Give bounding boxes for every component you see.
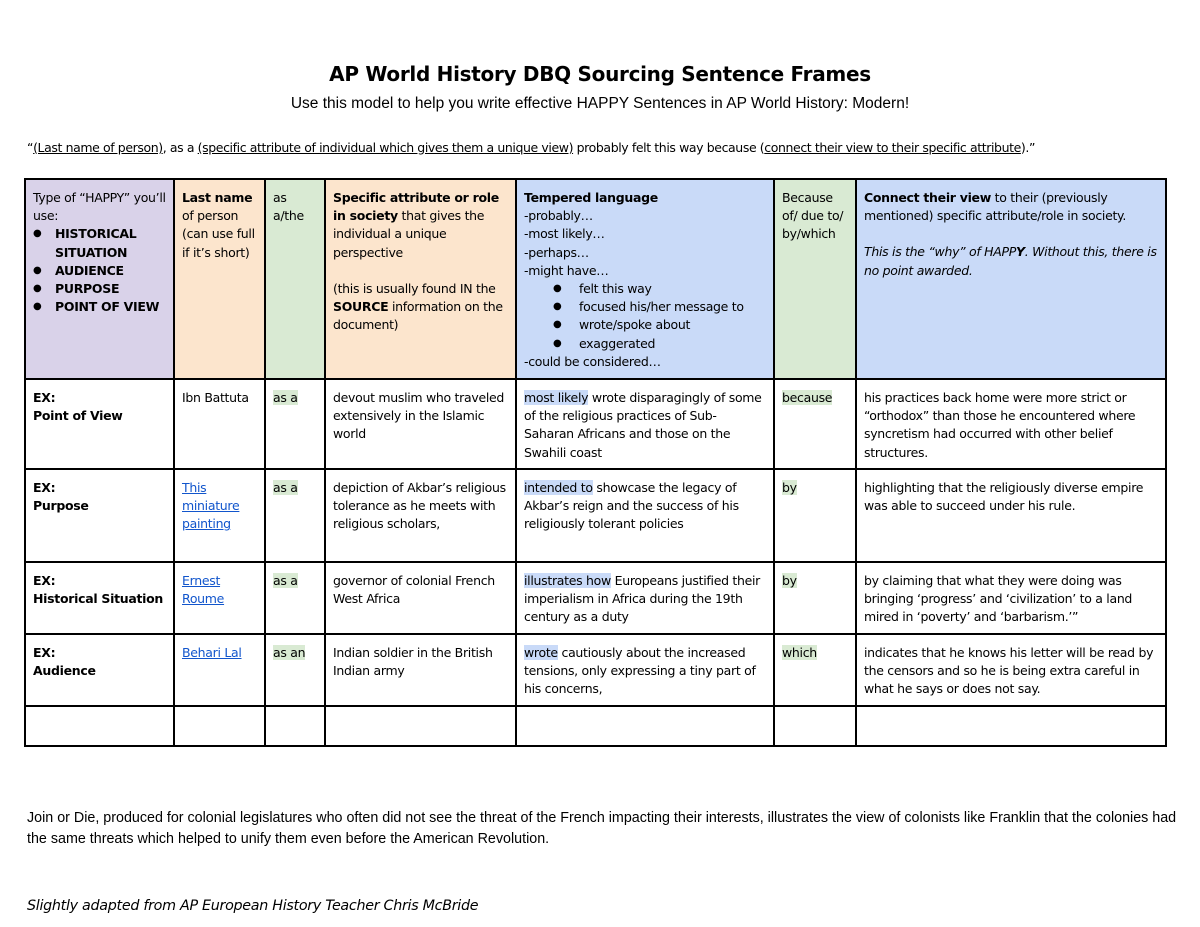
row-article [265, 634, 325, 706]
happy-letter: P [55, 299, 64, 315]
example-paragraph: Join or Die, produced for colonial legislatures who often did not see the threat of the French impacting their interests, illustrates the view of colonists like Franklin that the colonies had the same threats which helped to unify them even before the American Revolution. [27, 810, 1177, 847]
row-article [265, 379, 325, 469]
row-connector [774, 562, 856, 634]
table-row [25, 469, 1166, 562]
frame-text: ).” [1020, 140, 1036, 155]
row-attribute: governor of colonial French West Africa [325, 562, 516, 634]
row-attribute: depiction of Akbar’s religious tolerance as he meets with religious scholars, [325, 469, 516, 562]
header-tempered-title: Tempered language [524, 190, 658, 205]
row-name [174, 469, 265, 562]
list-item: ● focused his/her message to [579, 298, 766, 316]
row-connect: by claiming that what they were doing was bringing ‘progress’ and ‘civilization’ to a land mired in ‘poverty’ and ‘barbarism.’” [856, 562, 1166, 634]
row-article [265, 562, 325, 634]
row-connector-text: by [782, 480, 797, 495]
row-tempered-highlight: illustrates how [524, 573, 611, 588]
header-connect-bold: Connect their view [864, 190, 991, 205]
row-type [25, 562, 174, 634]
header-attribute-note-bold: SOURCE [333, 299, 389, 315]
row-name-link[interactable]: This miniature painting [182, 480, 240, 532]
empty-cell [325, 706, 516, 746]
happy-letter: P [55, 281, 64, 297]
header-attribute [325, 179, 516, 379]
row-connector [774, 634, 856, 706]
row-tempered-rest: showcase the legacy of Akbar’s reign and the success of his religiously tolerant policies [524, 480, 739, 532]
row-connect: his practices back home were more strict or “orthodox” than those he encountered where syncretism had occurred with other belief structures. [856, 379, 1166, 469]
header-attribute-bold: Specific attribute or role in society [333, 190, 499, 224]
list-item [55, 280, 166, 298]
header-connect-note [864, 243, 1158, 279]
table-row [25, 634, 1166, 706]
tempered-option: -might have… [524, 262, 609, 278]
frame-open-quote: “ [27, 140, 34, 155]
credit-line: Slightly adapted from AP European History Teacher Chris McBride [27, 898, 479, 914]
happy-letter: H [55, 226, 66, 242]
happy-word: ISTORICAL SITUATION [55, 226, 137, 260]
happy-type-list [33, 225, 166, 316]
row-attribute: Indian soldier in the British Indian army [325, 634, 516, 706]
header-attribute-note-b: information on the document) [333, 299, 503, 333]
row-type-ex: EX: [33, 573, 56, 588]
table-row [25, 379, 1166, 469]
row-type-name: Purpose [33, 498, 89, 514]
row-article-text: as a [273, 390, 298, 405]
happy-word: UDIENCE [64, 262, 124, 278]
frame-text: probably felt this way because ( [573, 140, 765, 155]
row-connector [774, 379, 856, 469]
header-tempered [516, 179, 774, 379]
row-tempered-rest: Europeans justified their imperialism in Africa during the 19th century as a duty [524, 573, 761, 625]
sentence-frame [27, 140, 1187, 155]
list-item: ● exaggerated [579, 335, 766, 353]
row-tempered-rest: cautiously about the increased tensions, only expressing a tiny part of his concerns, [524, 645, 756, 697]
row-connector-text: by [782, 573, 797, 588]
row-type-ex: EX: [33, 645, 56, 660]
row-name [174, 562, 265, 634]
row-tempered [516, 469, 774, 562]
row-tempered-highlight: most likely [524, 390, 589, 405]
header-connect-note-c: . Without this, there is no point awarded. [864, 244, 1157, 278]
list-item [55, 262, 166, 280]
header-last-name-rest: of person (can use full if it’s short) [182, 208, 255, 260]
empty-cell [174, 706, 265, 746]
row-name [174, 634, 265, 706]
row-attribute: devout muslim who traveled extensively in the Islamic world [325, 379, 516, 469]
row-type [25, 634, 174, 706]
header-connector: Because of/ due to/ by/which [774, 179, 856, 379]
page-title: AP World History DBQ Sourcing Sentence Frames [329, 62, 871, 86]
list-item: ● wrote/spoke about [579, 316, 766, 334]
row-connector-text: because [782, 390, 833, 405]
header-connect-rest: to their (previously mentioned) specific attribute/role in society. [864, 190, 1127, 224]
list-item [55, 225, 166, 261]
empty-cell [856, 706, 1166, 746]
row-tempered-highlight: intended to [524, 480, 593, 495]
frame-placeholder-name: (Last name of person) [33, 140, 163, 155]
row-connector-text: which [782, 645, 817, 660]
row-article-text: as a [273, 573, 298, 588]
row-name: Ibn Battuta [174, 379, 265, 469]
header-connect-note-bold: Y [1015, 244, 1025, 260]
empty-cell [265, 706, 325, 746]
happy-word: URPOSE [63, 281, 120, 297]
header-connect-note-a: This is the “why” of HAPP [864, 244, 1016, 260]
header-attribute-text [333, 189, 508, 262]
header-article: as a/the [265, 179, 325, 379]
row-name-link[interactable]: Behari Lal [182, 645, 242, 660]
header-last-name-bold: Last name [182, 190, 253, 205]
row-type-name: Point of View [33, 408, 123, 424]
table-row [25, 562, 1166, 634]
empty-cell [774, 706, 856, 746]
table-header-row [25, 179, 1166, 379]
row-connector [774, 469, 856, 562]
happy-table [24, 178, 1167, 747]
table-row-empty [25, 706, 1166, 746]
empty-cell [516, 706, 774, 746]
tempered-option: -perhaps… [524, 244, 589, 260]
row-tempered-highlight: wrote [524, 645, 558, 660]
row-name-link[interactable]: Ernest Roume [182, 573, 225, 607]
row-tempered-rest: wrote disparagingly of some of the religious practices of Sub-Saharan Africans and those on the Swahili coast [524, 390, 762, 460]
row-connect: indicates that he knows his letter will be read by the censors and so he is being extra careful in what he says or does not say. [856, 634, 1166, 706]
frame-placeholder-connect: connect their view to their specific attribute [764, 140, 1021, 155]
frame-placeholder-attribute: (specific attribute of individual which gives them a unique view) [197, 140, 574, 155]
row-type-ex: EX: [33, 390, 56, 405]
header-attribute-rest: that gives the individual a unique perspective [333, 208, 485, 260]
header-connect-text [864, 189, 1158, 225]
list-item: ● felt this way [579, 280, 766, 298]
header-last-name [174, 179, 265, 379]
row-type [25, 379, 174, 469]
frame-text: , as a [162, 140, 198, 155]
row-article-text: as a [273, 480, 298, 495]
tempered-option: -most likely… [524, 226, 605, 242]
row-type-name: Audience [33, 663, 96, 679]
header-connect-view [856, 179, 1166, 379]
page-subtitle: Use this model to help you write effective HAPPY Sentences in AP World History: Modern! [290, 95, 910, 112]
row-tempered [516, 634, 774, 706]
row-tempered [516, 562, 774, 634]
list-item [55, 298, 166, 316]
row-article-text: as an [273, 645, 306, 660]
row-type-name: Historical Situation [33, 591, 164, 607]
tempered-option: -probably… [524, 208, 593, 224]
tempered-verb-list [524, 280, 766, 353]
header-happy-type-title: Type of “HAPPY” you’ll use: [33, 190, 166, 224]
row-connect: highlighting that the religiously diverse empire was able to succeed under his rule. [856, 469, 1166, 562]
empty-cell [25, 706, 174, 746]
header-happy-type [25, 179, 174, 379]
tempered-option: -could be considered… [524, 353, 661, 369]
row-tempered [516, 379, 774, 469]
row-type-ex: EX: [33, 480, 56, 495]
row-type [25, 469, 174, 562]
header-attribute-note-a: (this is usually found IN the [333, 280, 496, 296]
header-attribute-note [333, 280, 508, 335]
row-article [265, 469, 325, 562]
happy-letter: A [55, 262, 64, 278]
happy-word: OINT OF VIEW [63, 299, 160, 315]
